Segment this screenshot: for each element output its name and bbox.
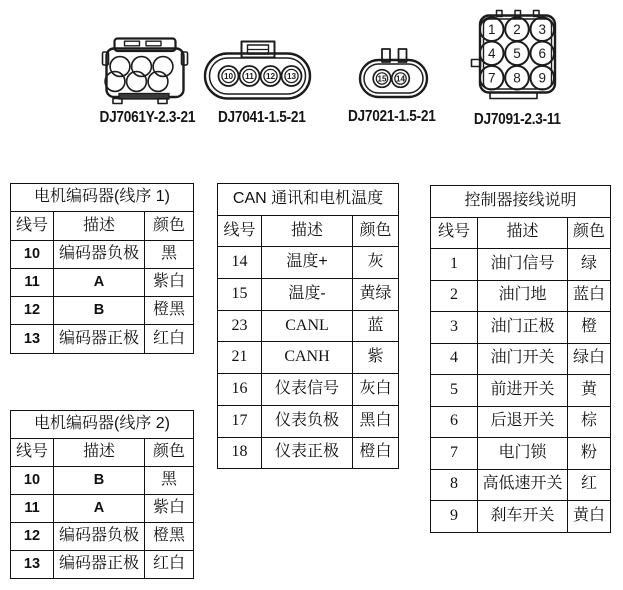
table-cell: 编码器正极 [54,551,145,579]
table-cell: 11 [11,268,54,296]
column-header: 线号 [218,215,262,247]
table-cell: 10 [11,240,54,268]
table-cell: 油门信号 [478,249,568,281]
table-row [431,375,611,407]
connector-dj7021-diagram [353,44,435,100]
column-header: 线号 [431,217,478,249]
table-row [431,312,611,344]
table-row [11,268,194,296]
table-cell: 黄 [568,375,611,407]
table-cell: 黄白 [568,501,611,533]
pin-number: 11 [245,72,254,81]
table-row [431,469,611,501]
connector-label-dj7041: DJ7041-1.5-21 [218,109,306,126]
vent-slot [125,41,140,46]
table-cell: 5 [431,375,478,407]
table-cell: 17 [218,405,262,437]
table-cell: A [54,495,145,523]
table-row [431,249,611,281]
table-cell: 紫 [353,342,399,374]
table-title: 控制器接线说明 [431,186,611,218]
table-cell: 21 [218,342,262,374]
pin-number: 21 [136,61,147,72]
pin-number: 8 [513,70,521,86]
table-cell: 灰 [353,247,399,279]
table-cell: 油门正极 [478,312,568,344]
table-cell: 2 [431,280,478,312]
table-row [11,325,194,353]
table-cell: 8 [431,469,478,501]
table-cell: 红白 [145,325,194,353]
table-row [431,280,611,312]
column-header: 描述 [54,212,145,240]
table-header-row [11,212,194,240]
table-cell: 油门开关 [478,343,568,375]
table-cell: 6 [431,406,478,438]
table-cell: 13 [11,551,54,579]
pin-number: 13 [286,72,297,81]
column-header: 颜色 [145,212,194,240]
table-cell: 油门地 [478,280,568,312]
table-cell: 棕 [568,406,611,438]
table-cell: 前进开关 [478,375,568,407]
pin-number: 1 [487,22,496,37]
connector-dj7061y-diagram [101,36,189,106]
table-row [218,247,399,279]
connector-body [360,60,427,97]
table-cell: 温度- [262,279,353,311]
pin-number: 7 [487,70,496,86]
table-cell: 仪表信号 [262,374,353,406]
table-cell: 13 [11,325,54,353]
table-row [11,467,194,495]
pin-number: 3 [538,22,547,37]
table-cell: 粉 [568,438,611,470]
table-cell: 黑白 [353,405,399,437]
table-row [431,438,611,470]
table-row [11,523,194,551]
pin-number: 9 [538,70,547,86]
table-row [11,551,194,579]
table-cell: 绿白 [568,343,611,375]
table-row [431,501,611,533]
table-header-row [218,215,399,247]
pin-number: 15 [377,74,387,84]
table-cell: B [54,467,145,495]
pin-number: 12 [265,72,276,81]
table-cell: CANH [262,342,353,374]
connector-dj7091-diagram [465,6,567,102]
column-header: 描述 [478,217,568,249]
pin-number: 23 [115,61,125,72]
table-title-row [431,186,611,218]
table-title-row [218,184,399,216]
column-header: 线号 [11,439,54,467]
table-cell: 仪表正极 [262,437,353,469]
connector-label-dj7061y: DJ7061Y-2.3-21 [99,109,195,126]
latch-foot [113,99,122,104]
table-cell: 温度+ [262,247,353,279]
table-can-and-motor-temp [217,183,399,469]
table-cell: 10 [11,467,54,495]
table-cell: 11 [11,495,54,523]
table-title: 电机编码器(线序 2) [11,411,194,439]
table-cell: 紫白 [145,495,194,523]
table-cell: 高低速开关 [478,469,568,501]
column-header: 线号 [11,212,54,240]
table-cell: A [54,268,145,296]
vent-slot [146,41,161,46]
table-row [218,437,399,469]
table-cell: 后退开关 [478,406,568,438]
table-cell: 绿 [568,249,611,281]
table-header-row [431,217,611,249]
pin-number: 16 [110,76,120,87]
table-title-row [11,184,194,212]
table-cell: 紫白 [145,268,194,296]
table-row [11,495,194,523]
table-cell: 18 [218,437,262,469]
table-cell: 黄绿 [353,279,399,311]
table-cell: 14 [218,247,262,279]
table-cell: 蓝白 [568,280,611,312]
table-title: 电机编码器(线序 1) [11,184,194,212]
connector-dj7041-diagram [203,38,315,100]
table-row [431,406,611,438]
table-cell: 蓝 [353,310,399,342]
table-cell: 15 [218,279,262,311]
table-row [11,297,194,325]
table-row [431,343,611,375]
table-cell: 12 [11,523,54,551]
table-cell: 刹车开关 [478,501,568,533]
table-cell: 23 [218,310,262,342]
table-cell: 1 [431,249,478,281]
table-cell: 橙黑 [145,297,194,325]
column-header: 颜色 [568,217,611,249]
column-header: 颜色 [353,215,399,247]
pin-number: 5 [513,46,521,62]
table-controller-wiring [430,185,611,533]
pin-number: NC [156,61,170,72]
column-header: 描述 [54,439,145,467]
table-row [218,405,399,437]
table-cell: 红白 [145,551,194,579]
table-cell: 16 [218,374,262,406]
table-row [218,310,399,342]
table-cell: 橙黑 [145,523,194,551]
table-cell: 3 [431,312,478,344]
pin-number: 6 [538,46,547,62]
table-row [11,240,194,268]
latch-foot [158,99,167,104]
table-cell: 编码器正极 [54,325,145,353]
table-motor-encoder-seq1 [10,183,194,354]
connector-label-dj7091: DJ7091-2.3-11 [473,111,561,128]
table-row [218,342,399,374]
table-cell: 4 [431,343,478,375]
table-cell: 红 [568,469,611,501]
table-title: CAN 通讯和电机温度 [218,184,399,216]
table-cell: 黑 [145,467,194,495]
column-header: 描述 [262,215,353,247]
pin-number: 17 [131,76,142,87]
table-cell: CANL [262,310,353,342]
column-header: 颜色 [145,439,194,467]
table-cell: 橙白 [353,437,399,469]
table-cell: 编码器负极 [54,523,145,551]
table-cell: 黑 [145,240,194,268]
table-cell: B [54,297,145,325]
table-cell: 灰白 [353,374,399,406]
pin-number: 10 [223,72,234,81]
table-row [218,374,399,406]
table-cell: 7 [431,438,478,470]
table-cell: 12 [11,297,54,325]
table-header-row [11,439,194,467]
table-motor-encoder-seq2 [10,410,194,579]
table-cell: 9 [431,501,478,533]
table-cell: 橙 [568,312,611,344]
table-cell: 编码器负极 [54,240,145,268]
pin-number: 18 [153,76,163,87]
pin-number: 4 [487,46,496,62]
connector-label-dj7021: DJ7021-1.5-21 [348,108,436,125]
pin-number: 2 [513,22,521,37]
table-row [218,279,399,311]
pin-number: 14 [396,74,405,84]
table-cell: 仪表负极 [262,405,353,437]
table-cell: 电门锁 [478,438,568,470]
table-title-row [11,411,194,439]
